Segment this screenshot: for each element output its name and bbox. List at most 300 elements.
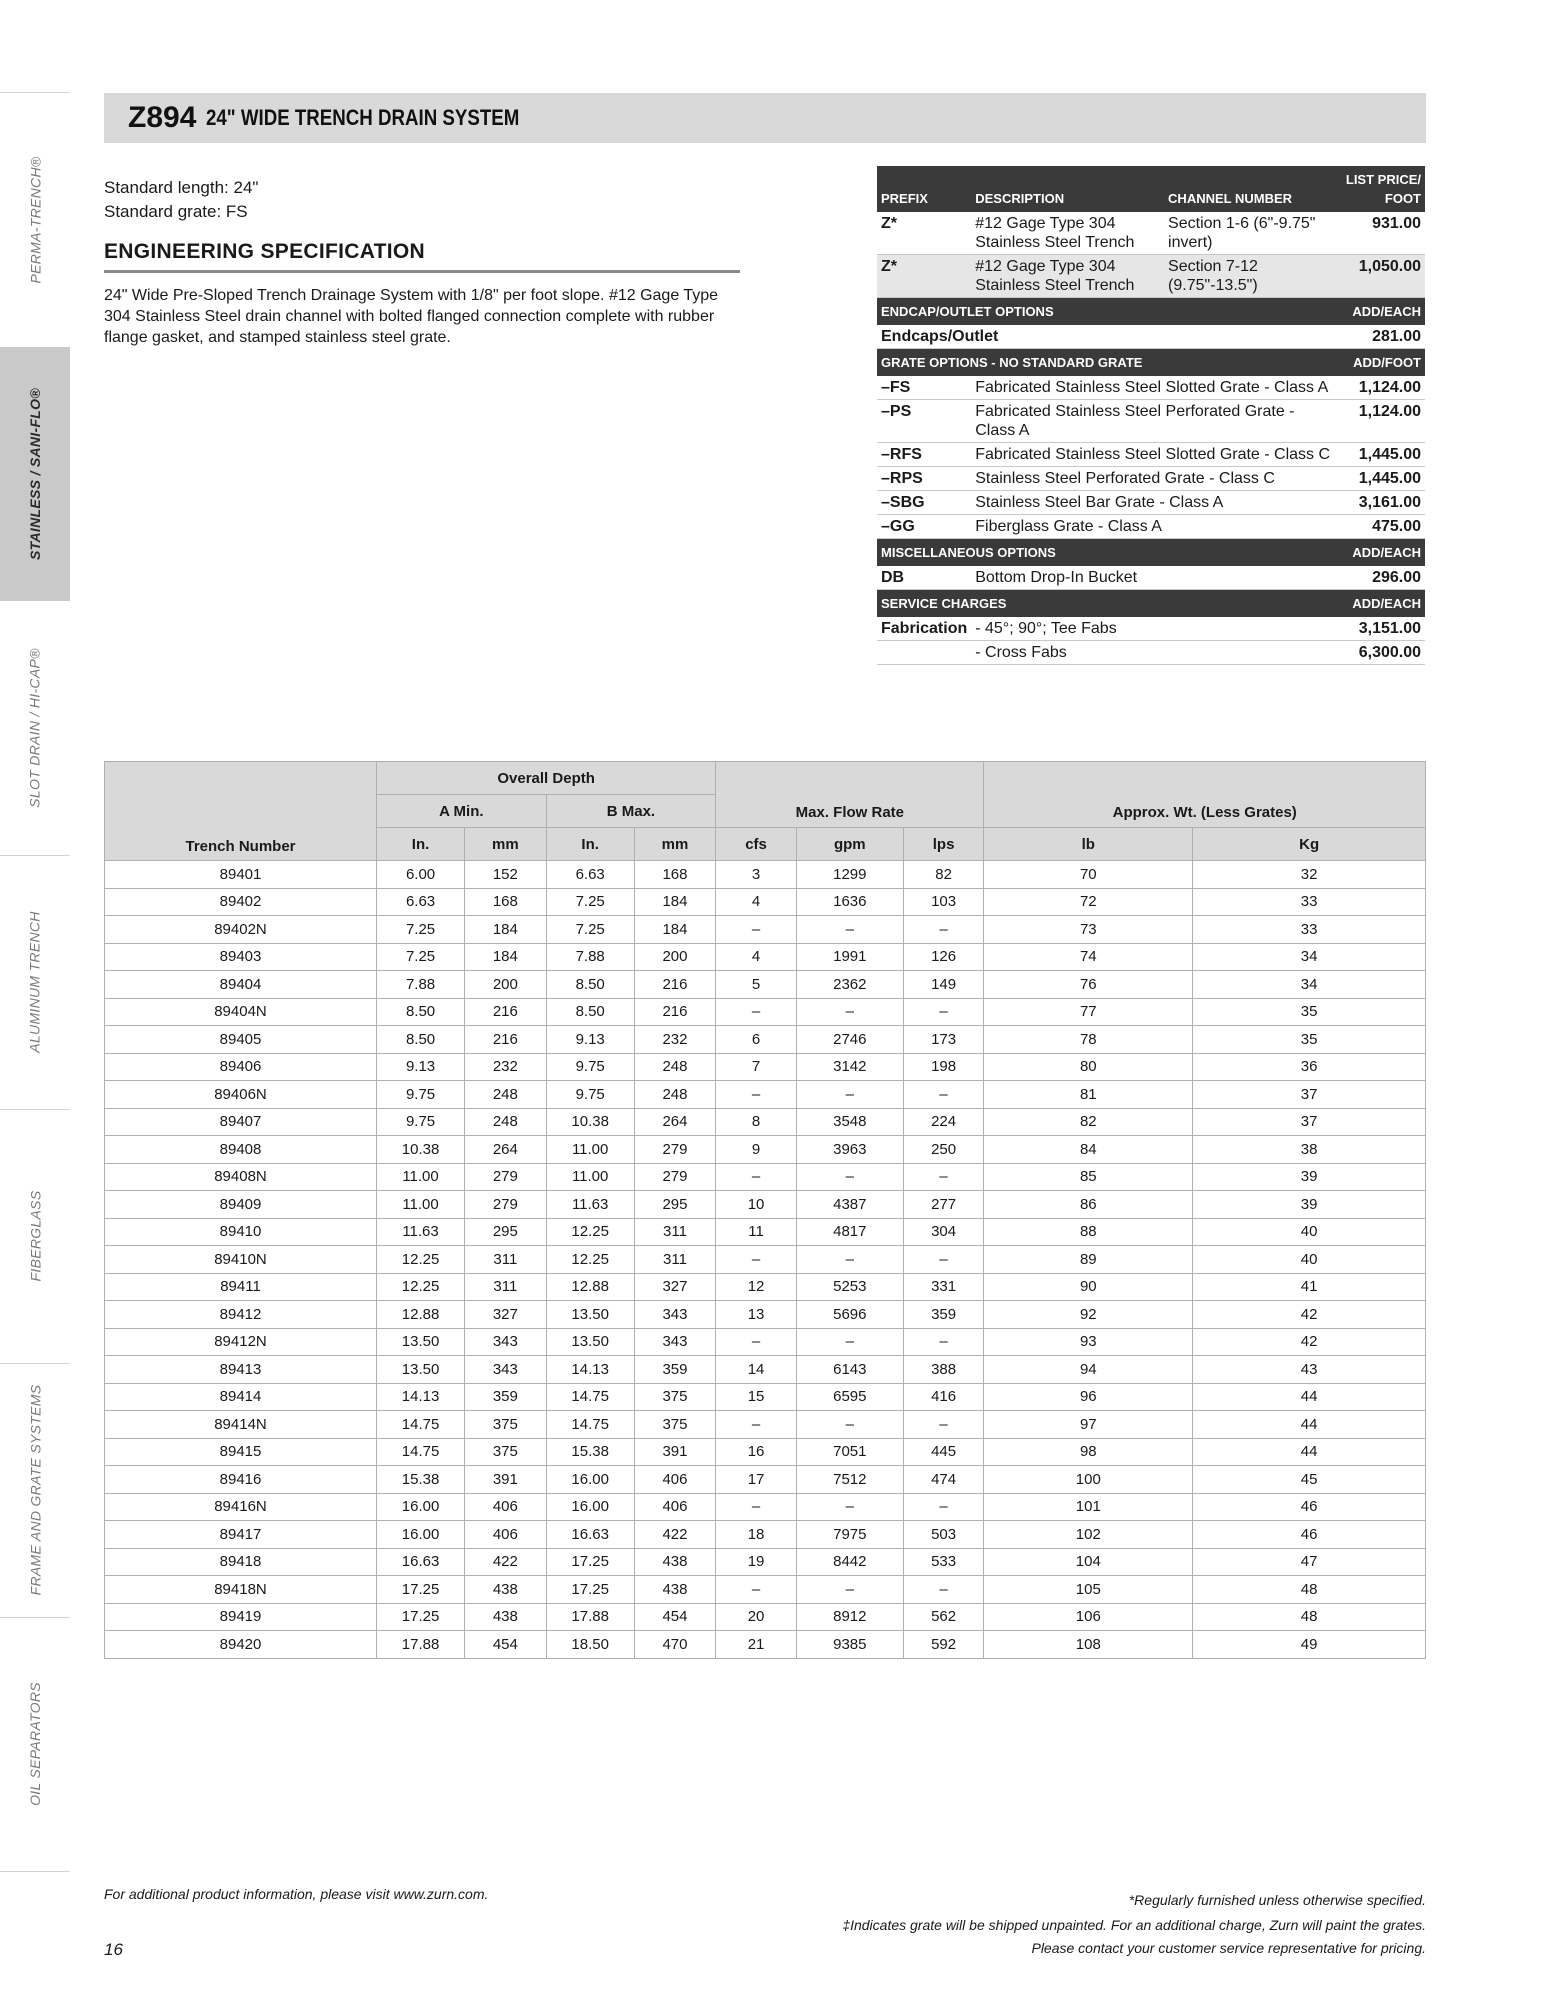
b-max-mm-cell: 454 xyxy=(634,1603,716,1631)
flow-lps-cell: – xyxy=(903,916,984,944)
b-max-in-cell: 9.75 xyxy=(546,1053,634,1081)
weight-lb-cell: 86 xyxy=(984,1191,1193,1219)
footer-website-note: For additional product information, please visit www.zurn.com. xyxy=(104,1886,489,1902)
flow-gpm-cell: – xyxy=(796,916,903,944)
flow-cfs-cell: 11 xyxy=(716,1218,797,1246)
table-row xyxy=(105,1438,1426,1466)
grate-code: –SBG xyxy=(877,491,971,515)
a-min-mm-cell: 248 xyxy=(465,1108,547,1136)
weight-lb-cell: 96 xyxy=(984,1383,1193,1411)
service-description: - 45°; 90°; Tee Fabs xyxy=(971,617,1335,641)
price: 3,151.00 xyxy=(1335,617,1425,641)
trench-number-cell: 89410N xyxy=(105,1246,377,1274)
footer-note-regularly-furnished: *Regularly furnished unless otherwise specified. xyxy=(1128,1892,1426,1908)
flow-cfs-cell: – xyxy=(716,916,797,944)
header-channel: CHANNEL NUMBER xyxy=(1164,166,1335,212)
b-max-in-cell: 11.00 xyxy=(546,1136,634,1164)
header-a-min: A Min. xyxy=(377,795,547,828)
weight-lb-cell: 105 xyxy=(984,1576,1193,1604)
flow-cfs-cell: 9 xyxy=(716,1136,797,1164)
endcap-label: Endcaps/Outlet xyxy=(877,325,1335,349)
misc-row xyxy=(877,566,1425,590)
weight-lb-cell: 81 xyxy=(984,1081,1193,1109)
weight-kg-cell: 37 xyxy=(1193,1108,1426,1136)
flow-lps-cell: 82 xyxy=(903,861,984,889)
prefix: Z* xyxy=(877,212,971,255)
service-label: Fabrication xyxy=(877,617,971,641)
a-min-mm-cell: 216 xyxy=(465,998,547,1026)
flow-lps-cell: – xyxy=(903,1246,984,1274)
b-max-mm-cell: 184 xyxy=(634,916,716,944)
flow-cfs-cell: 13 xyxy=(716,1301,797,1329)
b-max-mm-cell: 438 xyxy=(634,1576,716,1604)
b-max-in-cell: 9.13 xyxy=(546,1026,634,1054)
side-tab-fiberglass[interactable] xyxy=(0,1109,70,1363)
weight-lb-cell: 101 xyxy=(984,1493,1193,1521)
weight-kg-cell: 33 xyxy=(1193,888,1426,916)
a-min-in-cell: 7.25 xyxy=(377,943,465,971)
b-max-in-cell: 9.75 xyxy=(546,1081,634,1109)
flow-cfs-cell: – xyxy=(716,998,797,1026)
a-min-mm-cell: 359 xyxy=(465,1383,547,1411)
flow-gpm-cell: – xyxy=(796,1493,903,1521)
b-max-mm-cell: 279 xyxy=(634,1136,716,1164)
b-max-in-cell: 11.00 xyxy=(546,1163,634,1191)
b-max-mm-cell: 470 xyxy=(634,1631,716,1659)
b-max-mm-cell: 327 xyxy=(634,1273,716,1301)
weight-lb-cell: 89 xyxy=(984,1246,1193,1274)
weight-kg-cell: 43 xyxy=(1193,1356,1426,1384)
weight-lb-cell: 98 xyxy=(984,1438,1193,1466)
a-min-mm-cell: 327 xyxy=(465,1301,547,1329)
b-max-in-cell: 16.63 xyxy=(546,1521,634,1549)
trench-number-cell: 89414 xyxy=(105,1383,377,1411)
price: 1,050.00 xyxy=(1335,255,1425,298)
b-max-in-cell: 15.38 xyxy=(546,1438,634,1466)
header-approx-weight: Approx. Wt. (Less Grates) xyxy=(984,762,1426,828)
flow-gpm-cell: 6595 xyxy=(796,1383,903,1411)
b-max-mm-cell: 279 xyxy=(634,1163,716,1191)
page-header xyxy=(104,93,1426,143)
a-min-in-cell: 13.50 xyxy=(377,1328,465,1356)
trench-number-cell: 89409 xyxy=(105,1191,377,1219)
side-tab-stainless[interactable] xyxy=(0,347,70,601)
weight-kg-cell: 38 xyxy=(1193,1136,1426,1164)
flow-lps-cell: 445 xyxy=(903,1438,984,1466)
b-max-in-cell: 18.50 xyxy=(546,1631,634,1659)
weight-kg-cell: 42 xyxy=(1193,1301,1426,1329)
weight-kg-cell: 47 xyxy=(1193,1548,1426,1576)
trench-number-cell: 89410 xyxy=(105,1218,377,1246)
table-row xyxy=(105,1493,1426,1521)
a-min-in-cell: 7.25 xyxy=(377,916,465,944)
channel-number: Section 1-6 (6"-9.75" invert) xyxy=(1164,212,1335,255)
weight-kg-cell: 39 xyxy=(1193,1191,1426,1219)
table-row xyxy=(105,1136,1426,1164)
header-kg: Kg xyxy=(1193,828,1426,861)
grate-row xyxy=(877,443,1425,467)
header-lb: lb xyxy=(984,828,1193,861)
a-min-mm-cell: 152 xyxy=(465,861,547,889)
flow-lps-cell: – xyxy=(903,1411,984,1439)
side-tab-slot-drain[interactable] xyxy=(0,601,70,855)
price: 1,445.00 xyxy=(1335,467,1425,491)
side-tab-label: FRAME AND GRATE SYSTEMS xyxy=(27,1384,44,1596)
trench-number-cell: 89412N xyxy=(105,1328,377,1356)
a-min-mm-cell: 184 xyxy=(465,943,547,971)
grate-description: Stainless Steel Perforated Grate - Class C xyxy=(971,467,1335,491)
b-max-mm-cell: 200 xyxy=(634,943,716,971)
a-min-in-cell: 7.88 xyxy=(377,971,465,999)
trench-number-cell: 89420 xyxy=(105,1631,377,1659)
table-row xyxy=(105,1053,1426,1081)
table-row xyxy=(105,1191,1426,1219)
a-min-mm-cell: 406 xyxy=(465,1521,547,1549)
a-min-mm-cell: 343 xyxy=(465,1328,547,1356)
a-min-mm-cell: 438 xyxy=(465,1576,547,1604)
grate-code: –RFS xyxy=(877,443,971,467)
b-max-in-cell: 12.25 xyxy=(546,1218,634,1246)
flow-gpm-cell: 1299 xyxy=(796,861,903,889)
section-title: SERVICE CHARGES xyxy=(877,590,1335,618)
header-trench-number: Trench Number xyxy=(105,762,377,861)
flow-gpm-cell: – xyxy=(796,1246,903,1274)
a-min-in-cell: 6.00 xyxy=(377,861,465,889)
trench-number-cell: 89418N xyxy=(105,1576,377,1604)
b-max-in-cell: 17.25 xyxy=(546,1548,634,1576)
trench-number-cell: 89408N xyxy=(105,1163,377,1191)
standard-length: Standard length: 24" xyxy=(104,178,259,197)
a-min-mm-cell: 343 xyxy=(465,1356,547,1384)
service-description: - Cross Fabs xyxy=(971,641,1335,665)
b-max-in-cell: 8.50 xyxy=(546,971,634,999)
flow-gpm-cell: 7975 xyxy=(796,1521,903,1549)
grate-description: Fabricated Stainless Steel Slotted Grate - Class A xyxy=(971,376,1335,400)
b-max-in-cell: 17.25 xyxy=(546,1576,634,1604)
a-min-mm-cell: 375 xyxy=(465,1411,547,1439)
table-row xyxy=(105,1108,1426,1136)
header-a-mm: mm xyxy=(465,828,547,861)
grate-description: Fabricated Stainless Steel Slotted Grate - Class C xyxy=(971,443,1335,467)
header-gpm: gpm xyxy=(796,828,903,861)
b-max-mm-cell: 311 xyxy=(634,1218,716,1246)
weight-lb-cell: 108 xyxy=(984,1631,1193,1659)
a-min-mm-cell: 279 xyxy=(465,1191,547,1219)
weight-kg-cell: 44 xyxy=(1193,1411,1426,1439)
table-row xyxy=(105,998,1426,1026)
table-row xyxy=(105,888,1426,916)
weight-lb-cell: 90 xyxy=(984,1273,1193,1301)
flow-cfs-cell: 3 xyxy=(716,861,797,889)
a-min-mm-cell: 375 xyxy=(465,1438,547,1466)
flow-gpm-cell: 5253 xyxy=(796,1273,903,1301)
flow-cfs-cell: – xyxy=(716,1163,797,1191)
flow-gpm-cell: 3142 xyxy=(796,1053,903,1081)
flow-gpm-cell: – xyxy=(796,1081,903,1109)
weight-kg-cell: 41 xyxy=(1193,1273,1426,1301)
a-min-in-cell: 14.13 xyxy=(377,1383,465,1411)
section-unit: ADD/FOOT xyxy=(1335,349,1425,377)
description: #12 Gage Type 304 Stainless Steel Trench xyxy=(971,212,1164,255)
flow-cfs-cell: 16 xyxy=(716,1438,797,1466)
grate-description: Fiberglass Grate - Class A xyxy=(971,515,1335,539)
flow-gpm-cell: 7512 xyxy=(796,1466,903,1494)
section-header-endcap xyxy=(877,298,1425,326)
flow-gpm-cell: – xyxy=(796,1576,903,1604)
table-row xyxy=(105,1218,1426,1246)
footer-notes xyxy=(842,1888,1426,1958)
a-min-mm-cell: 406 xyxy=(465,1493,547,1521)
table-row xyxy=(105,861,1426,889)
side-divider xyxy=(0,1871,70,1872)
grate-code: –RPS xyxy=(877,467,971,491)
weight-kg-cell: 46 xyxy=(1193,1493,1426,1521)
weight-kg-cell: 44 xyxy=(1193,1383,1426,1411)
grate-code: –GG xyxy=(877,515,971,539)
flow-cfs-cell: – xyxy=(716,1493,797,1521)
table-row xyxy=(105,1603,1426,1631)
section-unit: ADD/EACH xyxy=(1335,590,1425,618)
table-row xyxy=(105,1383,1426,1411)
trench-number-cell: 89413 xyxy=(105,1356,377,1384)
b-max-in-cell: 12.25 xyxy=(546,1246,634,1274)
grate-row xyxy=(877,400,1425,443)
side-tab-label: PERMA-TRENCH® xyxy=(27,156,43,284)
side-tab-label: FIBERGLASS xyxy=(27,1190,44,1282)
a-min-mm-cell: 248 xyxy=(465,1081,547,1109)
trench-number-cell: 89408 xyxy=(105,1136,377,1164)
weight-lb-cell: 93 xyxy=(984,1328,1193,1356)
a-min-in-cell: 16.00 xyxy=(377,1493,465,1521)
grate-row xyxy=(877,515,1425,539)
table-row xyxy=(105,1576,1426,1604)
weight-kg-cell: 48 xyxy=(1193,1576,1426,1604)
weight-kg-cell: 35 xyxy=(1193,1026,1426,1054)
trench-number-cell: 89405 xyxy=(105,1026,377,1054)
weight-lb-cell: 76 xyxy=(984,971,1193,999)
b-max-mm-cell: 422 xyxy=(634,1521,716,1549)
header-overall-depth: Overall Depth xyxy=(377,762,716,795)
trench-number-cell: 89417 xyxy=(105,1521,377,1549)
a-min-in-cell: 9.13 xyxy=(377,1053,465,1081)
b-max-in-cell: 14.13 xyxy=(546,1356,634,1384)
trench-number-cell: 89402N xyxy=(105,916,377,944)
a-min-in-cell: 9.75 xyxy=(377,1081,465,1109)
a-min-in-cell: 12.88 xyxy=(377,1301,465,1329)
a-min-in-cell: 12.25 xyxy=(377,1246,465,1274)
weight-kg-cell: 37 xyxy=(1193,1081,1426,1109)
table-row xyxy=(105,1356,1426,1384)
header-price-line2: FOOT xyxy=(1384,191,1421,206)
table-row xyxy=(105,1081,1426,1109)
side-tab-label: OIL SEPARATORS xyxy=(27,1682,44,1806)
a-min-in-cell: 8.50 xyxy=(377,1026,465,1054)
flow-lps-cell: – xyxy=(903,1163,984,1191)
flow-cfs-cell: – xyxy=(716,1328,797,1356)
flow-gpm-cell: 3548 xyxy=(796,1108,903,1136)
table-row xyxy=(105,1521,1426,1549)
header-cfs: cfs xyxy=(716,828,797,861)
weight-kg-cell: 42 xyxy=(1193,1328,1426,1356)
section-header-grate xyxy=(877,349,1425,377)
flow-cfs-cell: 15 xyxy=(716,1383,797,1411)
flow-cfs-cell: 21 xyxy=(716,1631,797,1659)
page-title: 24" WIDE TRENCH DRAIN SYSTEM xyxy=(206,105,520,130)
trench-number-cell: 89411 xyxy=(105,1273,377,1301)
b-max-mm-cell: 375 xyxy=(634,1383,716,1411)
engineering-spec-heading: ENGINEERING SPECIFICATION xyxy=(104,240,740,273)
header-list-price xyxy=(1335,166,1425,212)
trench-number-cell: 89403 xyxy=(105,943,377,971)
trench-number-cell: 89418 xyxy=(105,1548,377,1576)
flow-lps-cell: 474 xyxy=(903,1466,984,1494)
trench-number-cell: 89412 xyxy=(105,1301,377,1329)
b-max-mm-cell: 295 xyxy=(634,1191,716,1219)
a-min-mm-cell: 295 xyxy=(465,1218,547,1246)
weight-lb-cell: 82 xyxy=(984,1108,1193,1136)
b-max-in-cell: 12.88 xyxy=(546,1273,634,1301)
trench-number-cell: 89404 xyxy=(105,971,377,999)
model-code: Z894 xyxy=(128,101,197,134)
flow-lps-cell: 103 xyxy=(903,888,984,916)
flow-lps-cell: 173 xyxy=(903,1026,984,1054)
flow-cfs-cell: – xyxy=(716,1246,797,1274)
b-max-in-cell: 14.75 xyxy=(546,1383,634,1411)
header-b-max: B Max. xyxy=(546,795,716,828)
flow-cfs-cell: – xyxy=(716,1411,797,1439)
b-max-mm-cell: 264 xyxy=(634,1108,716,1136)
b-max-in-cell: 6.63 xyxy=(546,861,634,889)
a-min-in-cell: 13.50 xyxy=(377,1356,465,1384)
flow-lps-cell: 198 xyxy=(903,1053,984,1081)
misc-code: DB xyxy=(877,566,971,590)
flow-lps-cell: – xyxy=(903,1081,984,1109)
section-title: MISCELLANEOUS OPTIONS xyxy=(877,539,1335,567)
section-unit: ADD/EACH xyxy=(1335,539,1425,567)
flow-gpm-cell: 8442 xyxy=(796,1548,903,1576)
channel-row xyxy=(877,212,1425,255)
side-nav xyxy=(0,0,70,2001)
a-min-in-cell: 11.00 xyxy=(377,1163,465,1191)
side-tab-frame-grate[interactable] xyxy=(0,1363,70,1617)
a-min-mm-cell: 184 xyxy=(465,916,547,944)
a-min-mm-cell: 216 xyxy=(465,1026,547,1054)
side-tab-aluminum[interactable] xyxy=(0,855,70,1109)
flow-lps-cell: 331 xyxy=(903,1273,984,1301)
header-description: DESCRIPTION xyxy=(971,166,1164,212)
a-min-in-cell: 17.25 xyxy=(377,1603,465,1631)
weight-lb-cell: 74 xyxy=(984,943,1193,971)
grate-row xyxy=(877,376,1425,400)
b-max-in-cell: 13.50 xyxy=(546,1301,634,1329)
weight-kg-cell: 32 xyxy=(1193,861,1426,889)
weight-kg-cell: 48 xyxy=(1193,1603,1426,1631)
trench-number-cell: 89406N xyxy=(105,1081,377,1109)
a-min-in-cell: 14.75 xyxy=(377,1438,465,1466)
b-max-mm-cell: 311 xyxy=(634,1246,716,1274)
flow-lps-cell: 359 xyxy=(903,1301,984,1329)
b-max-mm-cell: 232 xyxy=(634,1026,716,1054)
b-max-in-cell: 7.88 xyxy=(546,943,634,971)
weight-kg-cell: 34 xyxy=(1193,971,1426,999)
weight-kg-cell: 44 xyxy=(1193,1438,1426,1466)
trench-number-cell: 89407 xyxy=(105,1108,377,1136)
b-max-mm-cell: 216 xyxy=(634,998,716,1026)
misc-description: Bottom Drop-In Bucket xyxy=(971,566,1335,590)
b-max-mm-cell: 391 xyxy=(634,1438,716,1466)
weight-lb-cell: 92 xyxy=(984,1301,1193,1329)
b-max-mm-cell: 248 xyxy=(634,1053,716,1081)
price: 1,445.00 xyxy=(1335,443,1425,467)
weight-lb-cell: 78 xyxy=(984,1026,1193,1054)
flow-lps-cell: – xyxy=(903,1493,984,1521)
grate-description: Stainless Steel Bar Grate - Class A xyxy=(971,491,1335,515)
weight-lb-cell: 73 xyxy=(984,916,1193,944)
trench-number-cell: 89406 xyxy=(105,1053,377,1081)
table-row xyxy=(105,943,1426,971)
a-min-in-cell: 16.00 xyxy=(377,1521,465,1549)
trench-number-cell: 89414N xyxy=(105,1411,377,1439)
table-row xyxy=(105,1548,1426,1576)
a-min-mm-cell: 200 xyxy=(465,971,547,999)
a-min-in-cell: 6.63 xyxy=(377,888,465,916)
b-max-in-cell: 7.25 xyxy=(546,916,634,944)
header-b-mm: mm xyxy=(634,828,716,861)
weight-lb-cell: 97 xyxy=(984,1411,1193,1439)
a-min-mm-cell: 264 xyxy=(465,1136,547,1164)
weight-kg-cell: 34 xyxy=(1193,943,1426,971)
channel-row xyxy=(877,255,1425,298)
grate-code: –PS xyxy=(877,400,971,443)
b-max-mm-cell: 343 xyxy=(634,1328,716,1356)
weight-kg-cell: 35 xyxy=(1193,998,1426,1026)
flow-gpm-cell: 1991 xyxy=(796,943,903,971)
flow-gpm-cell: 3963 xyxy=(796,1136,903,1164)
table-row xyxy=(105,1411,1426,1439)
a-min-in-cell: 11.63 xyxy=(377,1218,465,1246)
side-tab-oil-separators[interactable] xyxy=(0,1617,70,1871)
header-a-in: In. xyxy=(377,828,465,861)
price: 1,124.00 xyxy=(1335,400,1425,443)
table-row xyxy=(105,1466,1426,1494)
description: #12 Gage Type 304 Stainless Steel Trench xyxy=(971,255,1164,298)
b-max-in-cell: 8.50 xyxy=(546,998,634,1026)
table-row xyxy=(105,1301,1426,1329)
a-min-mm-cell: 168 xyxy=(465,888,547,916)
flow-gpm-cell: 6143 xyxy=(796,1356,903,1384)
trench-number-cell: 89419 xyxy=(105,1603,377,1631)
a-min-mm-cell: 438 xyxy=(465,1603,547,1631)
weight-lb-cell: 94 xyxy=(984,1356,1193,1384)
side-tab-label: ALUMINUM TRENCH xyxy=(27,911,44,1053)
price: 296.00 xyxy=(1335,566,1425,590)
b-max-mm-cell: 343 xyxy=(634,1301,716,1329)
side-tab-perma-trench[interactable] xyxy=(0,93,70,347)
table-row xyxy=(105,1163,1426,1191)
b-max-mm-cell: 359 xyxy=(634,1356,716,1384)
flow-cfs-cell: 17 xyxy=(716,1466,797,1494)
a-min-in-cell: 9.75 xyxy=(377,1108,465,1136)
b-max-in-cell: 13.50 xyxy=(546,1328,634,1356)
price-table xyxy=(877,166,1425,665)
a-min-in-cell: 8.50 xyxy=(377,998,465,1026)
b-max-mm-cell: 406 xyxy=(634,1493,716,1521)
table-row xyxy=(105,971,1426,999)
flow-lps-cell: 224 xyxy=(903,1108,984,1136)
weight-kg-cell: 36 xyxy=(1193,1053,1426,1081)
trench-number-cell: 89416N xyxy=(105,1493,377,1521)
weight-lb-cell: 100 xyxy=(984,1466,1193,1494)
